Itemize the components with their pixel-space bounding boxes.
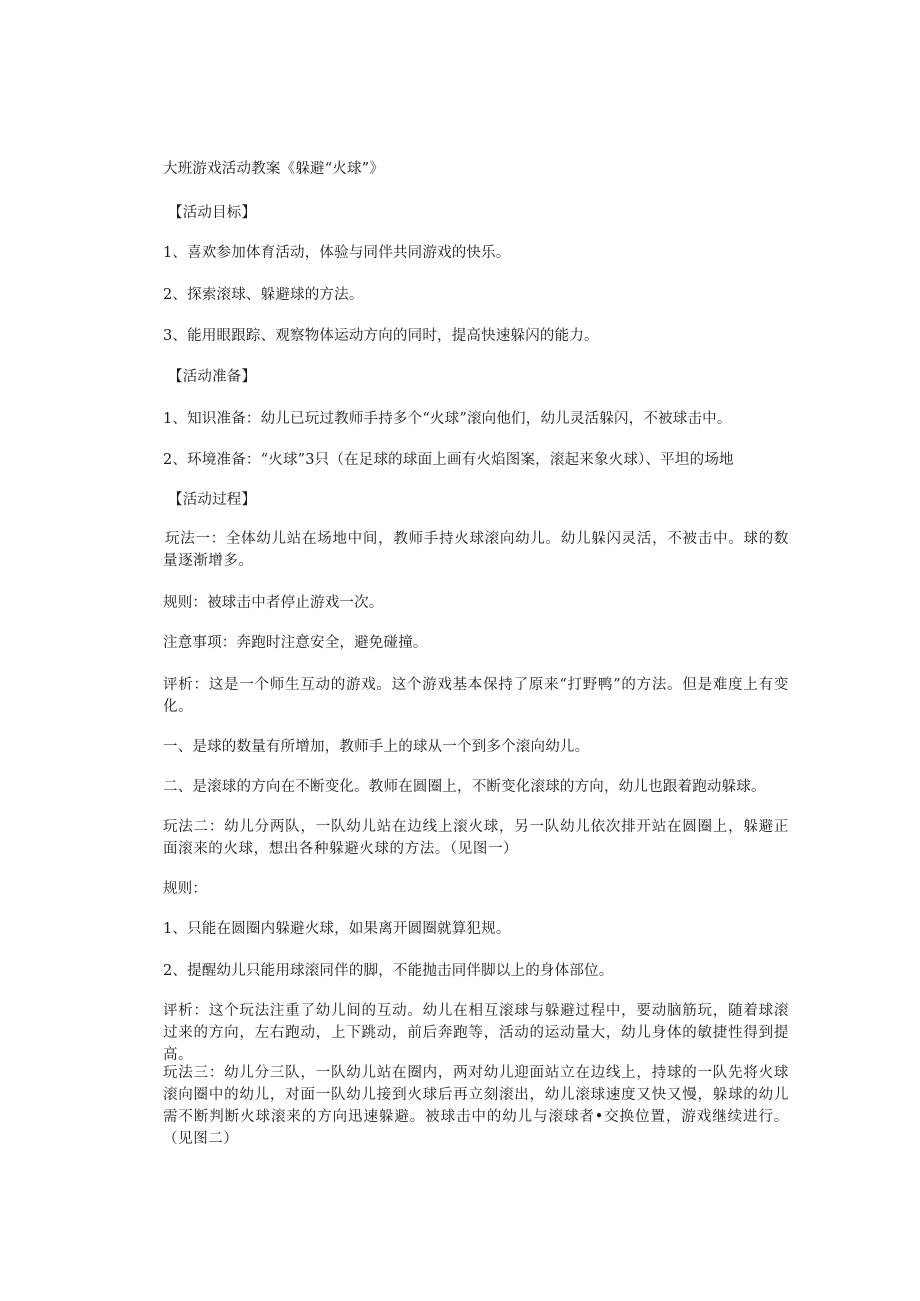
prep-item-1: 1、知识准备：幼儿已玩过教师手持多个“火球”滚向他们，幼儿灵活躲闪，不被球击中。 (163, 411, 732, 427)
goal-item-1: 1、喜欢参加体育活动，体验与同伴共同游戏的快乐。 (163, 245, 511, 261)
safety-note: 注意事项：奔跑时注意安全，避免碰撞。 (163, 635, 428, 651)
play-method-3: 玩法三：幼儿分三队，一队幼儿站在圈内，两对幼儿迎面站立在边线上，持球的一队先将火球滚向圈中的幼儿，对面一队幼儿接到火球后再立刻滚出，幼儿滚球速度又快又慢，躲球的幼儿需不断判断火球滚来的方向迅速躲避。被球击中的幼儿与滚球者•交换位置，游戏继续进行。（见图二） (163, 1065, 789, 1147)
rule-2-item-2: 2、提醒幼儿只能用球滚同伴的脚，不能抛击同伴脚以上的身体部位。 (163, 963, 614, 979)
comment-2: 评析：这个玩法注重了幼儿间的互动。幼儿在相互滚球与躲避过程中，要动脑筋玩，随着球滚过来的方向，左右跑动，上下跳动，前后奔跑等，活动的运动量大，幼儿身体的敏捷性得到提高。 (163, 1003, 789, 1063)
comment-1: 评析：这是一个师生互动的游戏。这个游戏基本保持了原来“打野鸭”的方法。但是难度上有变化。 (163, 677, 789, 715)
goal-item-2: 2、探索滚球、躲避球的方法。 (163, 287, 364, 303)
goal-item-3: 3、能用眼跟踪、观察物体运动方向的同时，提高快速躲闪的能力。 (163, 328, 599, 344)
rule-2-item-1: 1、只能在圆圈内躲避火球，如果离开圆圈就算犯规。 (163, 921, 511, 937)
section-heading-process: 【活动过程】 (168, 492, 257, 508)
change-item-1: 一、是球的数量有所增加，教师手上的球从一个到多个滚向幼儿。 (163, 739, 590, 755)
section-heading-goals: 【活动目标】 (168, 205, 257, 221)
rule-label: 规则： (163, 881, 208, 897)
rule-1: 规则：被球击中者停止游戏一次。 (163, 595, 384, 611)
prep-item-2: 2、环境准备：“火球”3只（在足球的球面上画有火焰图案，滚起来象火球）、平坦的场地 (163, 452, 734, 468)
document-title: 大班游戏活动教案《躲避“火球”》 (163, 161, 385, 177)
section-heading-preparation: 【活动准备】 (168, 369, 257, 385)
play-method-1: 玩法一：全体幼儿站在场地中间，教师手持火球滚向幼儿。幼儿躲闪灵活，不被击中。球的数量逐渐增多。 (163, 531, 789, 569)
change-item-2: 二、是滚球的方向在不断变化。教师在圆圈上，不断变化滚球的方向，幼儿也跟着跑动躲球。 (163, 779, 766, 795)
play-method-2: 玩法二：幼儿分两队，一队幼儿站在边线上滚火球，另一队幼儿依次排开站在圆圈上，躲避正面滚来的火球，想出各种躲避火球的方法。（见图一） (163, 819, 789, 857)
